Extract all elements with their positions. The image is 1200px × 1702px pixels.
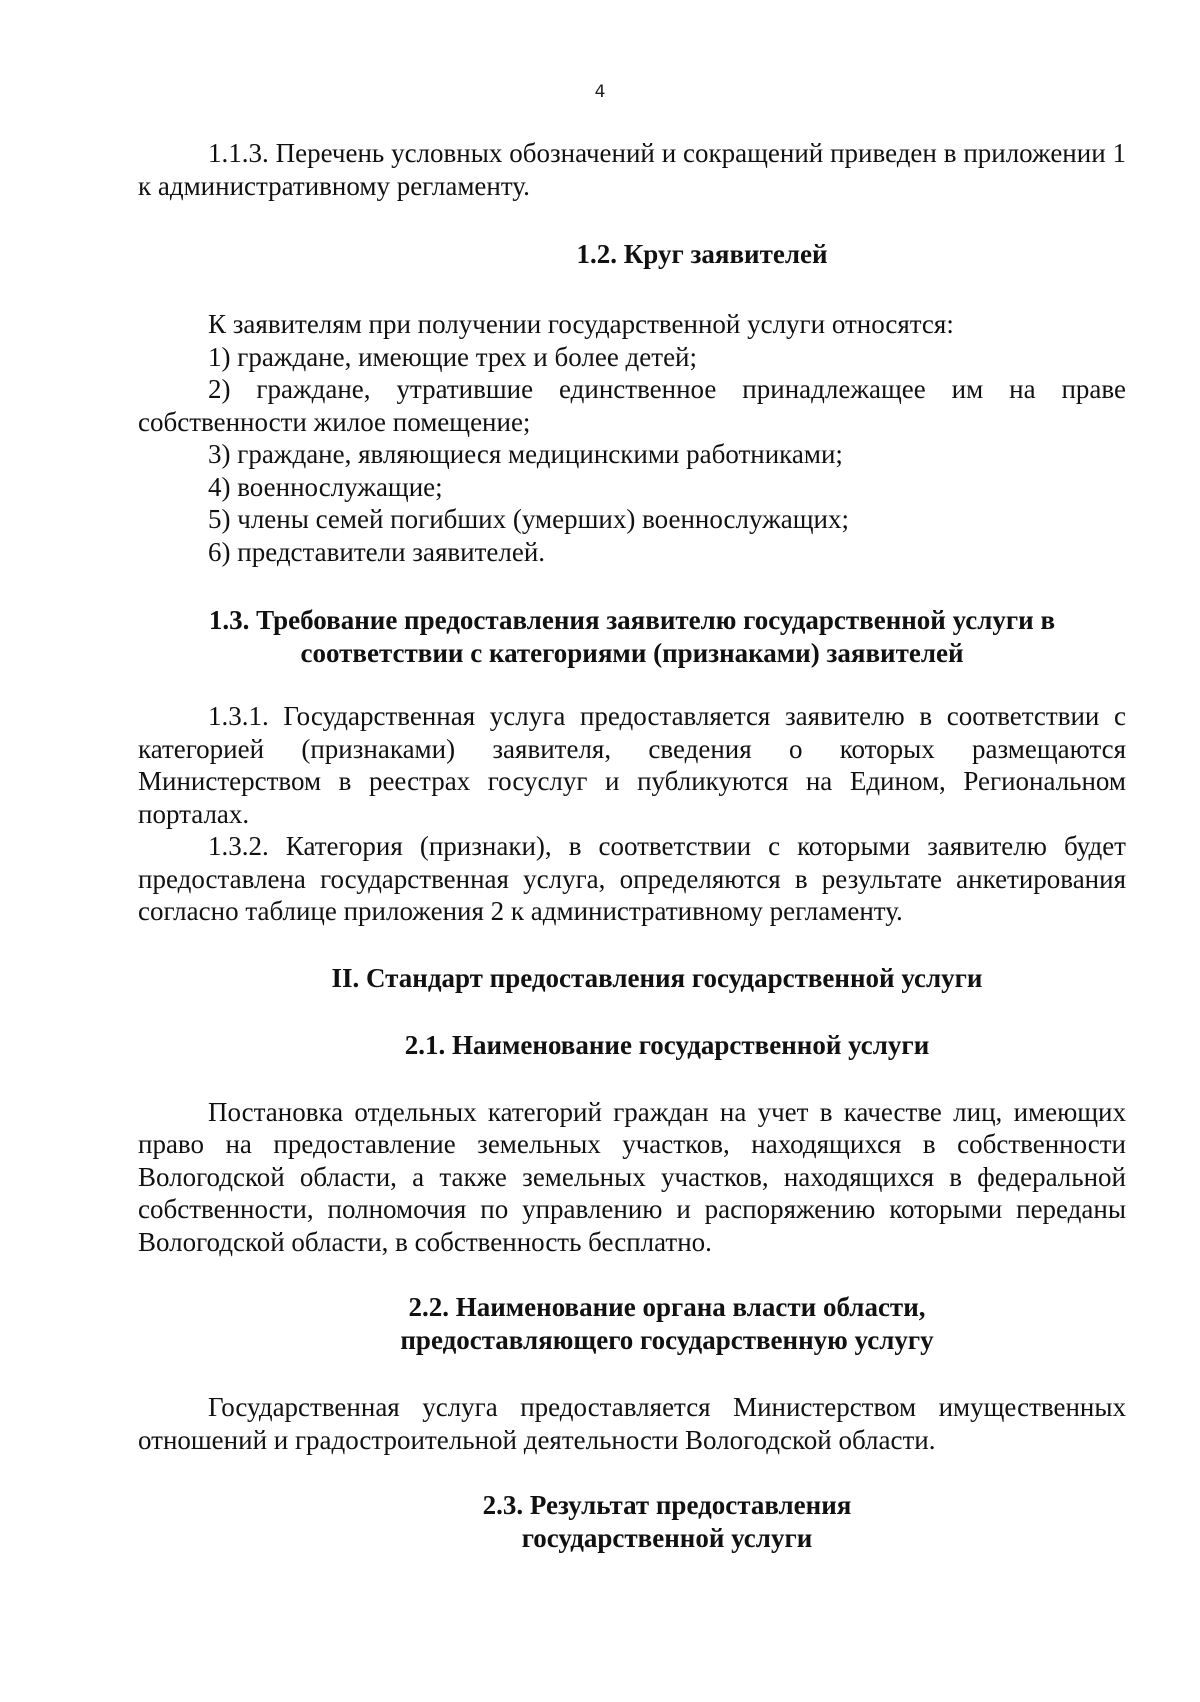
heading-section-2: II. Стандарт предоставления государственной услуги bbox=[331, 962, 983, 993]
heading-2-3-line1: 2.3. Результат предоставления bbox=[482, 1490, 852, 1520]
document-body bbox=[138, 137, 1126, 1555]
paragraph-2-1: Постановка отдельных категорий граждан на учет в качестве лиц, имеющих право на предоставление земельных участков, находящихся в собственности Вологодской области, а также земельных участков, находящихся в федеральной собственности, полномочия по управлению и распоряжению которыми переданы Вологодской области, в собственность бесплатно. bbox=[138, 1096, 1126, 1257]
page-number: 4 bbox=[594, 82, 606, 102]
heading-2-2 bbox=[138, 1291, 1126, 1357]
applicants-section bbox=[138, 308, 1126, 568]
heading-2-3 bbox=[138, 1489, 1126, 1555]
list-item: 2) граждане, утратившие единственное принадлежащее им на праве собственности жилое помещение; bbox=[138, 374, 1126, 437]
paragraph-1-1-3: 1.1.3. Перечень условных обозначений и сокращений приведен в приложении 1 к административному регламенту. bbox=[138, 138, 1126, 201]
heading-1-3 bbox=[138, 604, 1126, 670]
paragraph-1-3-1: 1.3.1. Государственная услуга предоставляется заявителю в соответствии с категорией (признаками) заявителя, сведения о которых размещаются Министерством в реестрах госуслуг и публикуются на Едином, Региональном порталах. bbox=[138, 701, 1126, 829]
paragraph-2-2: Государственная услуга предоставляется Министерством имущественных отношений и градостроительной деятельности Вологодской области. bbox=[138, 1392, 1126, 1455]
list-item: 6) представители заявителей. bbox=[208, 536, 546, 567]
heading-1-3-line2: соответствии с категориями (признаками) заявителей bbox=[300, 638, 964, 668]
heading-1-3-line1: 1.3. Требование предоставления заявителю государственной услуги в bbox=[208, 605, 1056, 635]
list-item: 1) граждане, имеющие трех и более детей; bbox=[208, 341, 698, 372]
list-item: 4) военнослужащие; bbox=[208, 471, 443, 502]
heading-2-3-line2: государственной услуги bbox=[521, 1523, 813, 1553]
list-item: 3) граждане, являющиеся медицинскими работниками; bbox=[208, 439, 843, 469]
heading-2-1: 2.1. Наименование государственной услуги bbox=[404, 1029, 930, 1060]
paragraph-1-3-2: 1.3.2. Категория (признаки), в соответствии с которыми заявителю будет предоставлена государственная услуга, определяются в результате анкетирования согласно таблице приложения 2 к административному регламенту. bbox=[138, 831, 1126, 926]
heading-2-2-line2: предоставляющего государственную услугу bbox=[400, 1325, 934, 1355]
heading-2-2-line1: 2.2. Наименование органа власти области, bbox=[408, 1292, 926, 1322]
applicants-intro: К заявителям при получении государственной услуги относятся: bbox=[208, 309, 954, 339]
list-item: 5) члены семей погибших (умерших) военнослужащих; bbox=[208, 504, 849, 534]
heading-1-2: 1.2. Круг заявителей bbox=[576, 239, 828, 269]
